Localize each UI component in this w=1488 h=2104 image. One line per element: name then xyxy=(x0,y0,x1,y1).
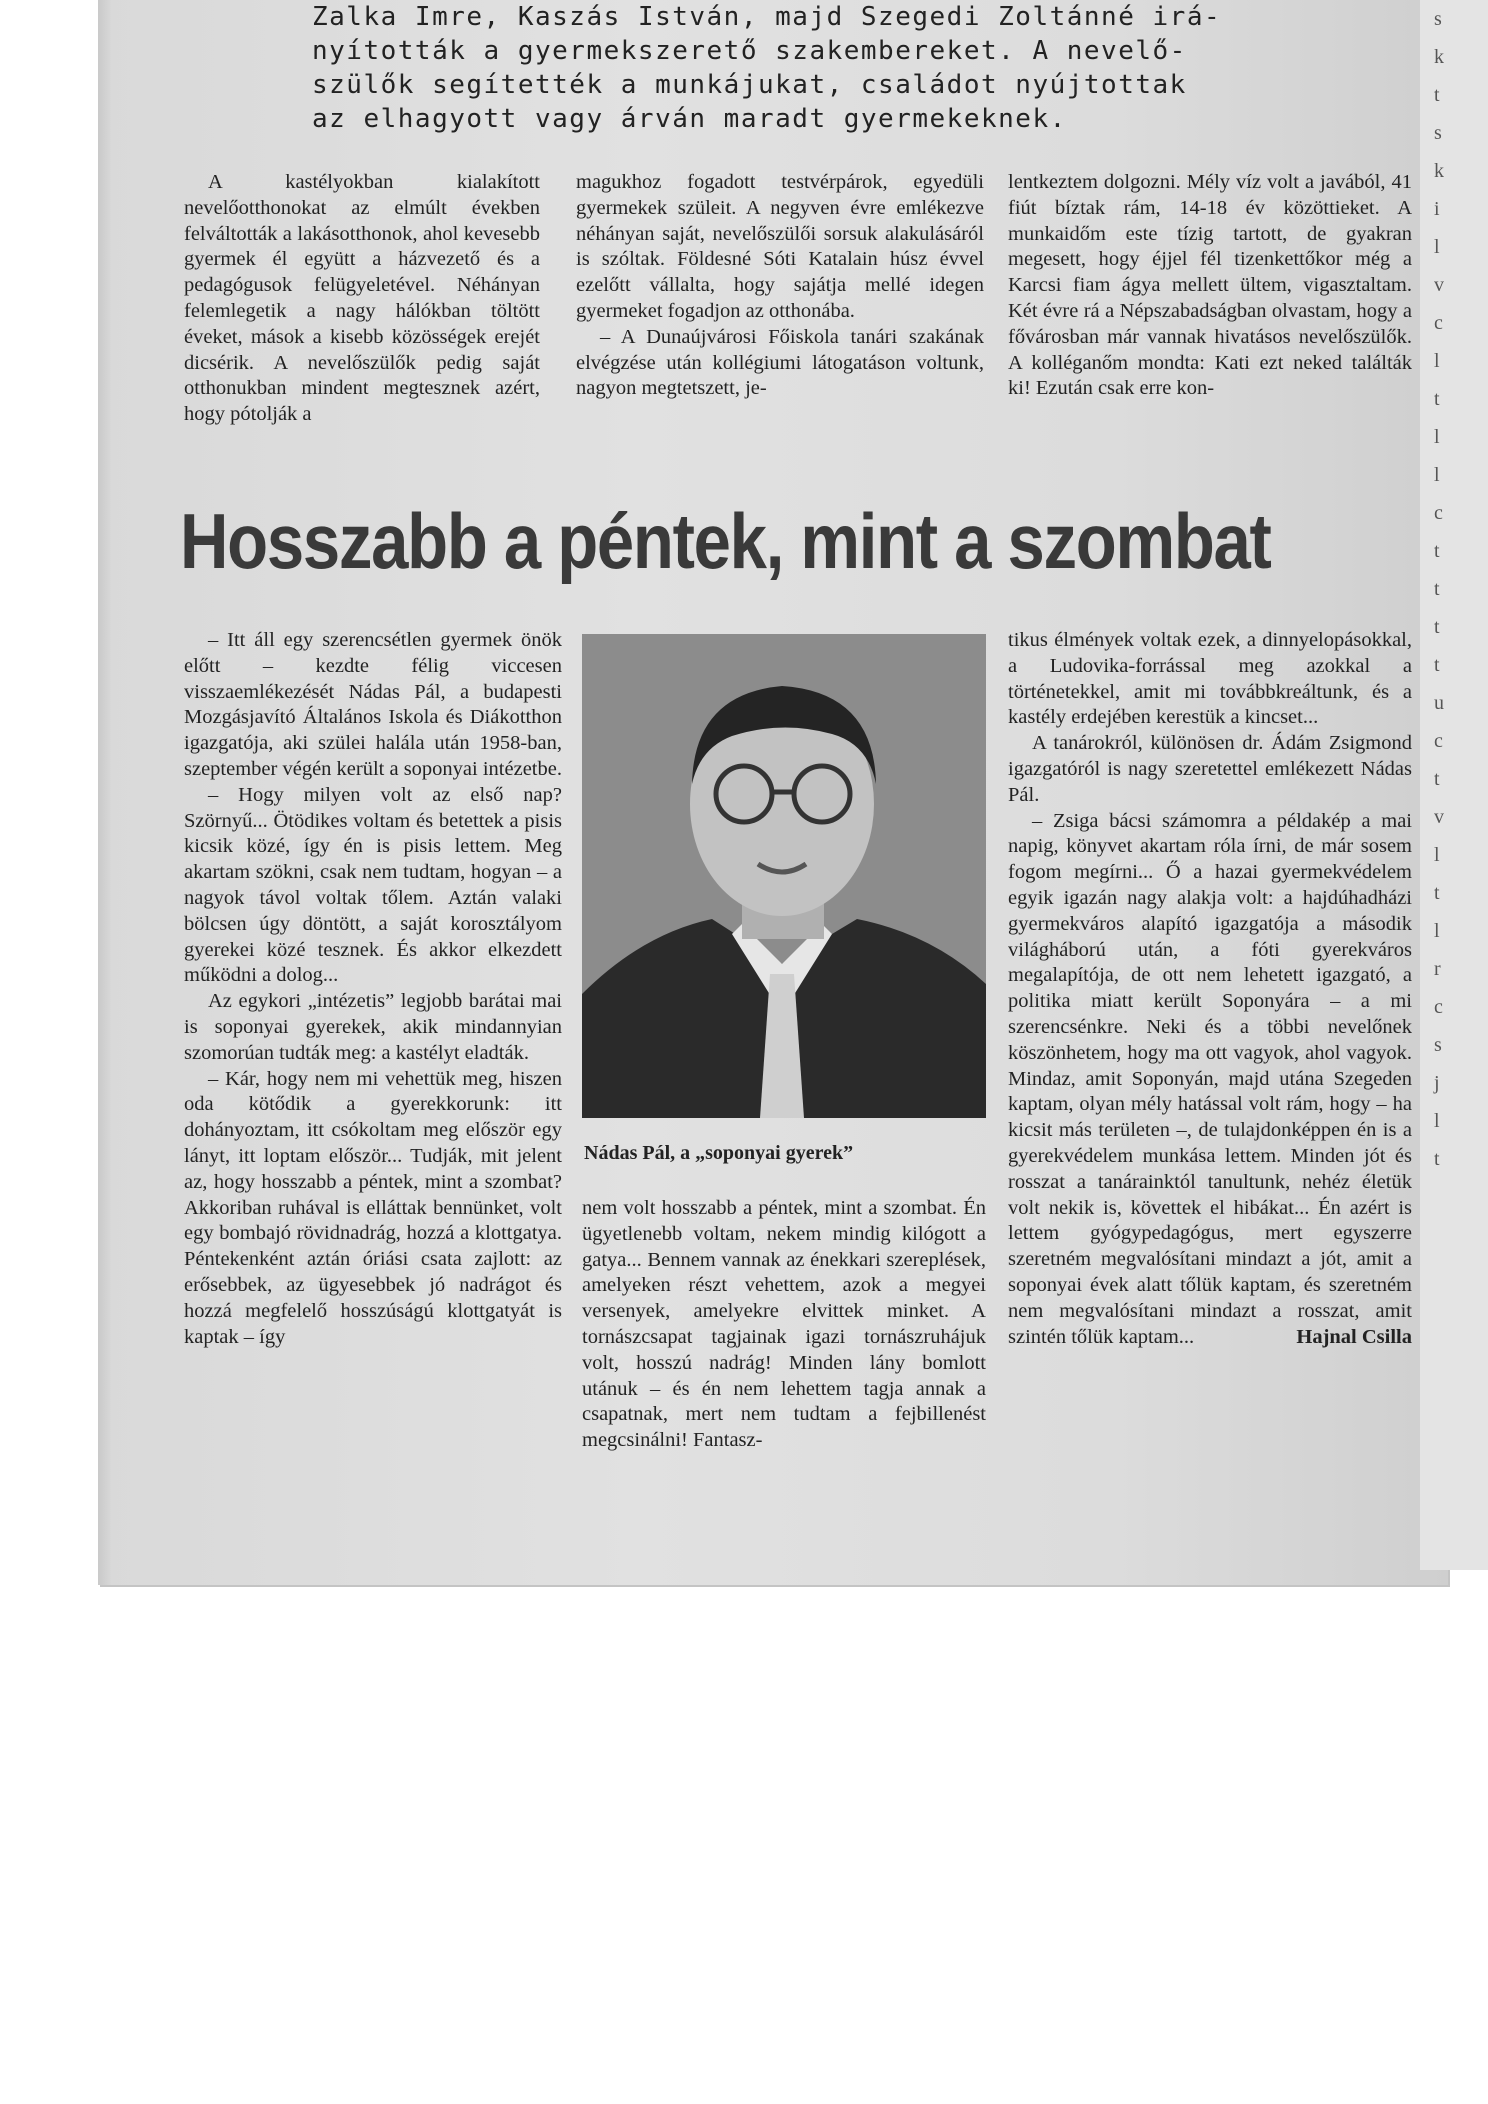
strip-glyph: v xyxy=(1434,806,1444,828)
paragraph: A kastélyokban kialakított nevelőotthonokat az elmúlt években felváltották a lakásotthonok, ahol kevesebb gyermek él együtt a házvezető és a pedagógusok felügyeletével. Néhányan felemlegetik a nagy hálókban töltött éveket, mások a kisebb közösségek erejét dicsérik. A nevelőszülők pedig saját otthonukban mindent megtesznek azért, hogy pótolják a xyxy=(184,171,540,426)
article-headline: Hosszabb a péntek, mint a szombat xyxy=(180,497,1271,585)
lower-column-3 xyxy=(1008,628,1412,1350)
strip-glyph: k xyxy=(1434,160,1444,182)
strip-glyph: c xyxy=(1434,312,1443,334)
strip-glyph: t xyxy=(1434,768,1440,790)
strip-glyph: v xyxy=(1434,274,1444,296)
upper-column-1 xyxy=(184,170,540,428)
strip-glyph: t xyxy=(1434,1148,1440,1170)
lead-line: az elhagyott vagy árván maradt gyermekeknek. xyxy=(312,104,1067,134)
paragraph: – Itt áll egy szerencsétlen gyermek önök előtt – kezdte félig viccesen visszaemlékezését Nádas Pál, a budapesti Mozgásjavító Általános Iskola és Diákotthon igazgatója, aki szülei halála után 1958-ban, szeptember végén került a soponyai intézetbe. xyxy=(184,629,562,780)
strip-glyph: k xyxy=(1434,46,1444,68)
paragraph: – Kár, hogy nem mi vehettük meg, hiszen oda kötődik a gyerekkorunk: itt dohányoztam, itt csókoltam meg először egy lányt, itt loptam először... Tudják, mit jelent az, hogy hosszabb a péntek, mint a szombat? Akkoriban ruhával is elláttak bennünket, volt egy bombajó rövidnadrág, hozzá a klottgatya. Péntekenként aztán óriási csata zajlott: az erősebbek, az ügyesebbek jó nadrágot és hozzá megfelelő hosszúságú klottgatyát is kaptak – így xyxy=(184,1067,562,1348)
lower-column-1 xyxy=(184,628,562,1350)
paragraph xyxy=(1008,809,1412,1351)
strip-glyph: j xyxy=(1434,1072,1440,1094)
strip-glyph: l xyxy=(1434,844,1440,866)
photo-caption: Nádas Pál, a „soponyai gyerek” xyxy=(584,1142,854,1164)
strip-glyph: l xyxy=(1434,1110,1440,1132)
strip-glyph: s xyxy=(1434,8,1442,30)
strip-glyph: c xyxy=(1434,996,1443,1018)
lower-column-2 xyxy=(582,1196,986,1454)
paragraph: Az egykori „intézetis” legjobb barátai mai is soponyai gyerekek, akik mindannyian szomorúan tudták meg: a kastélyt eladták. xyxy=(184,990,562,1064)
lead-line: Zalka Imre, Kaszás István, majd Szegedi Zoltánné irá- xyxy=(312,2,1222,32)
author-signature: Hajnal Csilla xyxy=(1296,1325,1412,1348)
strip-glyph: l xyxy=(1434,350,1440,372)
strip-glyph: l xyxy=(1434,236,1440,258)
adjacent-page-strip xyxy=(1420,0,1488,1570)
paragraph: – Hogy milyen volt az első nap? Szörnyű... Ötödikes voltam és betettek a pisis kicsik közé, így én is pisis lettem. Meg akartam szökni, csak nem tudtam, hogyan – a nagyok távol voltak tőlem. Aztán valaki bölcsen úgy döntött, a saját korosztályom gyerekei közé tesznek. És akkor elkezdett működni a dolog... xyxy=(184,783,562,987)
paragraph: nem volt hosszabb a péntek, mint a szombat. Én ügyetlenebb voltam, nekem mindig kilógott a gatya... Bennem vannak az énekkari szereplések, amelyeken részt vehettem, azok a megyei versenyek, amelyekre elvittek minket. A tornászcsapat tagjainak igazi tornászruhájuk volt, hosszú nadrág! Minden lány bomlott utánuk – és én nem lehettem tagja annak a csapatnak, mert nem tudtam a fejbillenést megcsinálni! Fantasz- xyxy=(582,1197,986,1452)
strip-glyph: t xyxy=(1434,654,1440,676)
strip-glyph: t xyxy=(1434,616,1440,638)
strip-glyph: t xyxy=(1434,84,1440,106)
strip-glyph: l xyxy=(1434,920,1440,942)
upper-column-2 xyxy=(576,170,984,402)
strip-glyph: t xyxy=(1434,388,1440,410)
strip-glyph: l xyxy=(1434,464,1440,486)
paragraph: lentkeztem dolgozni. Mély víz volt a javából, 41 fiút bíztak rám, 14-18 év közöttieket. A munkaidőm este tízig tartott, de gyakran megesett, hogy éjjel fél tizenkettőkor még a Karcsi fiam ágya mellett ültem, vigasztaltam. Két évre rá a Népszabadságban olvastam, hogy a fővárosban már vannak hivatásos nevelőszülők. A kolléganőm mondta: Kati ezt neked találták ki! Ezután csak erre kon- xyxy=(1008,171,1412,400)
paragraph: magukhoz fogadott testvérpárok, egyedüli gyermekek szüleit. A negyven évre emlékezve néhányan saját, nevelőszülői sorsuk alakulásáról is szóltak. Földesné Sóti Katalain húsz évvel ezelőtt vállalta, hogy sajátja mellé idegen gyermeket fogadjon az otthonába. xyxy=(576,171,984,322)
strip-glyph: t xyxy=(1434,540,1440,562)
paragraph: A tanárokról, különösen dr. Ádám Zsigmond igazgatóról is nagy szeretettel emlékezett Nádas Pál. xyxy=(1008,732,1412,806)
paragraph: tikus élmények voltak ezek, a dinnyelopásokkal, a Ludovika-forrással meg azokkal a történetekkel, amit mi továbbkreáltunk, és a kastély erdejében kerestük a kincset... xyxy=(1008,629,1412,729)
strip-glyph: c xyxy=(1434,730,1443,752)
strip-glyph: c xyxy=(1434,502,1443,524)
strip-glyph: u xyxy=(1434,692,1444,714)
strip-glyph: s xyxy=(1434,122,1442,144)
strip-glyph: l xyxy=(1434,426,1440,448)
paragraph: – A Dunaújvárosi Főiskola tanári szakának elvégzése után kollégiumi látogatáson voltunk, nagyon megtetszett, je- xyxy=(576,325,984,400)
paragraph-text: – Zsiga bácsi számomra a példakép a mai napig, könyvet akartam róla írni, de már sosem fogom megírni... Ő a hazai gyermekvédelem egyik igazán nagy alakja volt: a hajdúhadházi gyermekváros alapító igazgatója a második világháború után, a fóti gyerekváros megalapítója, de ott nem lehetett igazgató, a politika miatt került Soponyára – a mi szerencsénkre. Neki és a többi nevelőnek köszönhetem, hogy ma ott vagyok, ahol vagyok. Mindaz, amit Soponyán, majd utána Szegeden kaptam, olyan mély hatással volt rám, hogy – ha kicsit más területen –, de tulajdonképpen én is a gyerekvédelem munkása lettem. Minden jót és rosszat a tanárainktól tanultunk, nehéz életük volt nekik is, követtek el hibákat... Én azért is lettem gyógypedagógus, mert egyszerre szeretném megvalósítani mindazt a jót, amit a soponyai évek alatt tőlük kaptam, és szeretném nem megvalósítani mindazt a rosszat, amit szintén tőlük kaptam... xyxy=(1008,809,1412,1348)
lead-line: szülők segítették a munkájukat, családot nyújtottak xyxy=(312,70,1187,100)
strip-glyph: s xyxy=(1434,1034,1442,1056)
lead-line: nyították a gyermekszerető szakembereket. A nevelő- xyxy=(312,36,1187,66)
strip-glyph: t xyxy=(1434,578,1440,600)
upper-column-3 xyxy=(1008,170,1412,402)
portrait-photo xyxy=(582,634,986,1118)
strip-glyph: i xyxy=(1434,198,1440,220)
strip-glyph: r xyxy=(1434,958,1441,980)
lead-paragraph xyxy=(312,0,1292,136)
strip-glyph: t xyxy=(1434,882,1440,904)
